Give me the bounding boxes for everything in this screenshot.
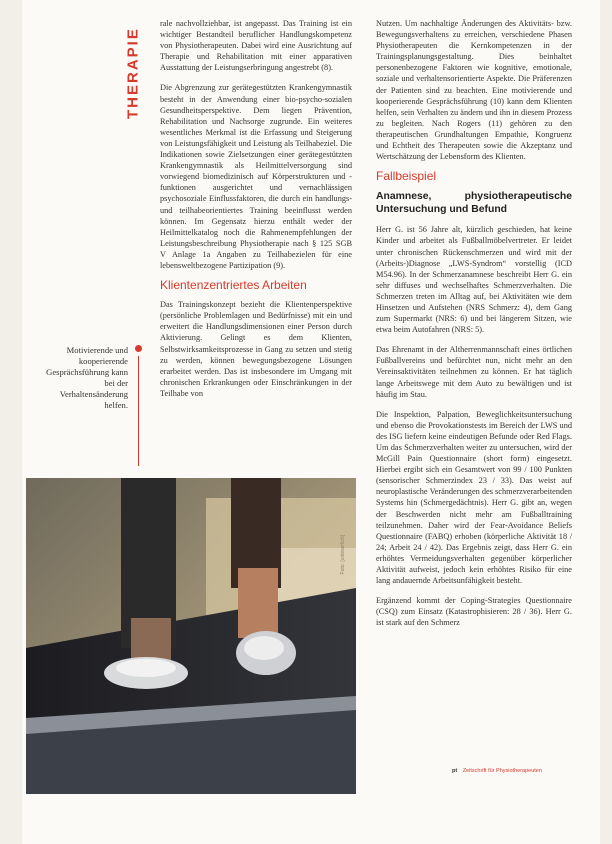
page-footer [452, 768, 542, 774]
right-column [376, 18, 572, 638]
paragraph: Die Abgrenzung zur gerätegestützten Krankengymnastik besteht in der Anwendung einer bio-psycho-sozialen Gesundheitsperspektive. Dem liegen Prävention, Rehabilitation und Nachsorge zugrunde. Ein weiteres wesentliches Merkmal ist die Erfassung und Steigerung von Leistungsfähigkeit und Leistung als Teilhabeziel. Die Indikationen sowie Zielsetzungen einer gerätegestützten Krankengymnastik als Heilmittelversorgung sind vorwiegend biomedizinisch auf Körperstrukturen und -funktionen ausgerichtet und vernachlässigen psychosoziale Einflussfaktoren, die durch ein handlungs- und teilhabeorientiertes Training beeinflusst werden können. Im Gegensatz hierzu enthält weder der Heilmittelkatalog noch die Rahmenempfehlungen der Leistungsbeschreibung Physiotherapie nach § 125 SGB V Anlage 1a Angaben zu Teilhabezielen für eine lebensweltbezogene Partizipation (9). [160, 83, 352, 270]
journal-name: Zeitschrift für Physiotherapeuten [462, 768, 542, 774]
section-label: THERAPIE [124, 27, 142, 119]
page-number: pt [452, 768, 458, 774]
margin-note-dot [135, 345, 142, 352]
margin-note: Motivierende und kooperierende Gesprächsführung kann bei der Verhaltensänderung helfen. [46, 345, 128, 410]
paragraph: Ergänzend kommt der Coping-Strategies Questionnaire (CSQ) zum Einsatz (Katastrophisieren: 28 / 36). Herr G. ist stark auf den Schmerz [376, 596, 572, 628]
paragraph: Das Ehrenamt in der Altherrenmannschaft eines örtlichen Fußballvereins und befürchtet nun, nicht mehr an den Vereinsaktivitäten teilnehmen zu können. Er hat täglich lange Arbeitswege mit dem Auto zu bewältigen und ist häufig im Stau. [376, 345, 572, 399]
left-column [160, 18, 352, 408]
photo-credit: Foto: [unleserlich] [340, 535, 346, 575]
section-heading: Fallbeispiel [376, 169, 437, 184]
section-heading: Klientenzentriertes Arbeiten [160, 278, 307, 293]
paragraph: Herr G. ist 56 Jahre alt, kürzlich geschieden, hat keine Kinder und arbeitet als Fußballmöbelvertreter. Er leidet unter chronischen Rückenschmerzen und wird mit der (Arbeits-)Diagnose „LWS-Syndrom“ vorstellig (ICD M54.96). In der Schmerzanamnese beschreibt Herr G. ein sehr diffuses und wechselhaftes Schmerzverhalten. Die Schmerzen treten im Alltag auf, bei Aktivitäten wie dem Hinsetzen und Aufstehen (NRS Schmerz: 4), dem Gang zum Supermarkt (NRS: 6) und bei längerem Sitzen, wie etwa beim Autofahren (NRS: 5). [376, 225, 572, 335]
margin-rule [138, 356, 139, 466]
subheading: Anamnese, physiotherapeutische Untersuchung und Befund [376, 191, 572, 216]
paragraph: Die Inspektion, Palpation, Beweglichkeitsuntersuchung und ebenso die Provokationstests im Bereich der LWS und des ISG liefern keine eindeutigen Befunde oder Red Flags. Um das Schmerzverhalten weiter zu untersuchen, wird der McGill Pain Questionnaire (short form) eingesetzt. Hierbei ergibt sich ein Gesamtwert von 99 / 100 Punkten (sensorischer Schmerzindex 23 / 33). Das weist auf neuroplastische Veränderungen des schmerzverarbeitenden Systems hin (Schmergedächtnis). Herr G. gibt an, wegen der Beschwerden nicht mehr am Fußballtraining teilzunehmen. Daher wird der Fear-Avoidance Beliefs Questionnaire (FABQ) erhoben (körperliche Aktivität 18 / 24; Arbeit 24 / 42). Das Ergebnis zeigt, dass Herr G. ein erhöhtes Vermeidungsverhalten gegenüber körperlicher Aktivität aufweist, jedoch kein erhöhtes Risiko für eine lang andauernde Arbeitsunfähigkeit besteht. [376, 409, 572, 586]
paragraph: Nutzen. Um nachhaltige Änderungen des Aktivitäts- bzw. Bewegungsverhaltens zu erreichen, verschiedene Phasen Physiotherapeuten die Kernkompetenzen in der Trainingsplanungsgestaltung. Dies beinhaltet personenbezogene Faktoren wie kognitive, emotionale, soziale und verhaltensorientierte Aspekte. Die Präferenzen der Patienten sind zu beachten. Eine motivierende und kooperierende Gesprächsführung (10) kann dem Klienten helfen, sein Verhalten zu ändern und ihn in diesem Prozess zu begleiten. Nach Rogers (11) gehören zu den therapeutischen Grundhaltungen Empathie, Kongruenz und Echtheit des Therapeuten sowie die Akzeptanz und Wertschätzung der Lebensform des Klienten. [376, 19, 572, 162]
paragraph: rale nachvollziehbar, ist angepasst. Das Training ist ein wichtiger Bestandteil beruflicher Handlungskompetenz von Physiotherapeuten. Dabei wird eine Ausrichtung auf Therapie und Rehabilitation mit einer apparativen Ausstattung der Leistungserbringung angestrebt (8). [160, 19, 352, 73]
treadmill-photo [26, 478, 356, 794]
paragraph: Das Trainingskonzept bezieht die Klientenperspektive (persönliche Problemlagen und Bedürfnisse) mit ein und erweitert die Handlungsdimensionen einer Person durch Aktivierung. Gelingt es dem Klienten, Selbstwirksamkeitsprozesse in Gang zu setzen und stetig zu werden, können bewegungsbezogene Lösungen erarbeitet werden. Das ist insbesondere im Umgang mit chronischen Erkrankungen oder Einschränkungen in der Teilhabe von [160, 300, 352, 398]
